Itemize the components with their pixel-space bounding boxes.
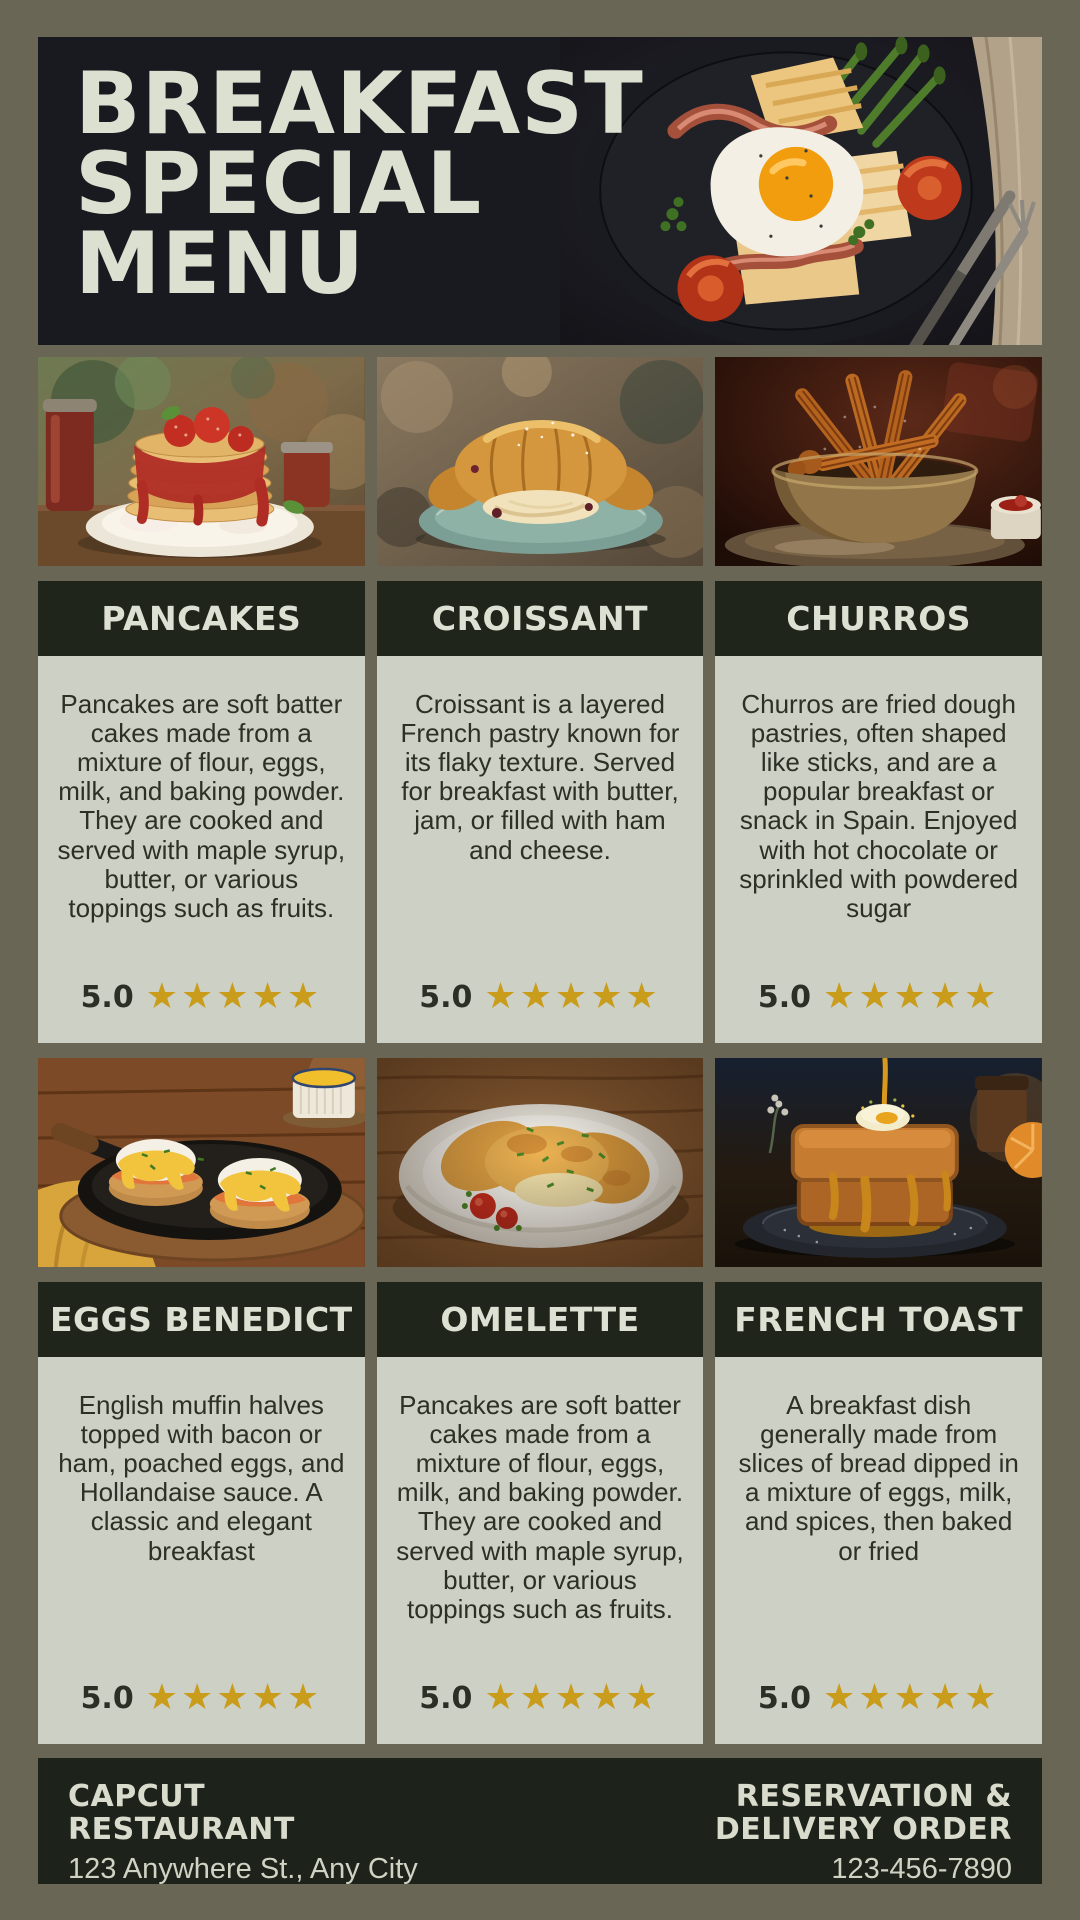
french-toast-photo [715, 1058, 1042, 1267]
star-icons: ★★★★★ [823, 1677, 1000, 1718]
croissant-photo [377, 357, 704, 566]
star-icons: ★★★★★ [145, 976, 323, 1017]
rating-croissant [419, 976, 661, 1017]
pancakes-photo [38, 357, 365, 566]
restaurant-name [68, 1780, 418, 1846]
page-title [38, 37, 1042, 314]
card-omelette [377, 1357, 704, 1744]
eggs-benedict-photo [38, 1058, 365, 1267]
rating-omelette [419, 1677, 661, 1718]
card-churros [715, 656, 1042, 1043]
title-bar-french-toast: FRENCH TOAST [715, 1282, 1042, 1357]
title-bar-eggs-benedict: EGGS BENEDICT [38, 1282, 365, 1357]
rating-score: 5.0 [757, 1680, 812, 1716]
description-croissant: Croissant is a layered French pastry known for its flaky texture. Served for breakfast with butter, jam, or filled with ham and cheese. [400, 689, 680, 865]
star-icons: ★★★★★ [823, 976, 1000, 1017]
menu-item-croissant [377, 357, 704, 1043]
phone-number: 123-456-7890 [831, 1853, 1012, 1885]
star-icons: ★★★★★ [484, 1677, 661, 1718]
rating-score: 5.0 [757, 979, 812, 1015]
rating-score: 5.0 [80, 1680, 134, 1716]
description-eggs-benedict: English muffin halves topped with bacon or ham, poached eggs, and Hollandaise sauce. A classic and elegant breakfast [58, 1390, 345, 1566]
footer-reservation-block [715, 1780, 1012, 1884]
rating-eggs-benedict [80, 1677, 323, 1718]
reservation-heading [715, 1780, 1012, 1846]
omelette-photo [377, 1058, 704, 1267]
page-title-line: SPECIAL [75, 133, 483, 234]
menu-item-french-toast [715, 1058, 1042, 1744]
title-bar-churros: CHURROS [715, 581, 1042, 656]
star-icons: ★★★★★ [484, 976, 661, 1017]
title-bar-omelette: OMELETTE [377, 1282, 704, 1357]
churros-photo [715, 357, 1042, 566]
menu-grid [38, 357, 1042, 1744]
card-croissant [377, 656, 704, 1043]
menu-item-churros [715, 357, 1042, 1043]
card-eggs-benedict [38, 1357, 365, 1744]
rating-score: 5.0 [419, 979, 473, 1015]
card-pancakes [38, 656, 365, 1043]
header [38, 37, 1042, 345]
menu-item-eggs-benedict [38, 1058, 365, 1744]
rating-pancakes [80, 976, 323, 1017]
restaurant-address: 123 Anywhere St., Any City [68, 1853, 418, 1885]
title-bar-croissant: CROISSANT [377, 581, 704, 656]
description-omelette: Pancakes are soft batter cakes made from a mixture of flour, eggs, milk, and baking powder. They are cooked and served with maple syrup, butter, or various toppings such as fruits. [396, 1390, 684, 1624]
page-title-line: MENU [75, 213, 366, 314]
restaurant-name-line: CAPCUT [68, 1779, 206, 1814]
reservation-heading-line: DELIVERY ORDER [714, 1812, 1012, 1847]
rating-score: 5.0 [80, 979, 134, 1015]
description-french-toast: A breakfast dish generally made from slices of bread dipped in a mixture of eggs, milk, and spices, then baked or fried [738, 1390, 1019, 1566]
reservation-heading-line: RESERVATION & [735, 1779, 1012, 1814]
rating-score: 5.0 [419, 1680, 473, 1716]
title-bar-pancakes: PANCAKES [38, 581, 365, 656]
description-churros: Churros are fried dough pastries, often shaped like sticks, and are a popular breakfast or snack in Spain. Enjoyed with hot chocolate or sprinkled with powdered sugar [739, 689, 1019, 923]
menu-item-omelette [377, 1058, 704, 1744]
footer [38, 1758, 1042, 1884]
restaurant-name-line: RESTAURANT [68, 1812, 295, 1847]
footer-restaurant-block [68, 1780, 418, 1884]
card-french-toast [715, 1357, 1042, 1744]
rating-churros [757, 976, 1000, 1017]
star-icons: ★★★★★ [145, 1677, 323, 1718]
menu-item-pancakes [38, 357, 365, 1043]
rating-french-toast [757, 1677, 1000, 1718]
description-pancakes: Pancakes are soft batter cakes made from a mixture of flour, eggs, milk, and baking powder. They are cooked and served with maple syrup, butter, or various toppings such as fruits. [57, 689, 346, 923]
page-title-line: BREAKFAST [75, 54, 644, 154]
